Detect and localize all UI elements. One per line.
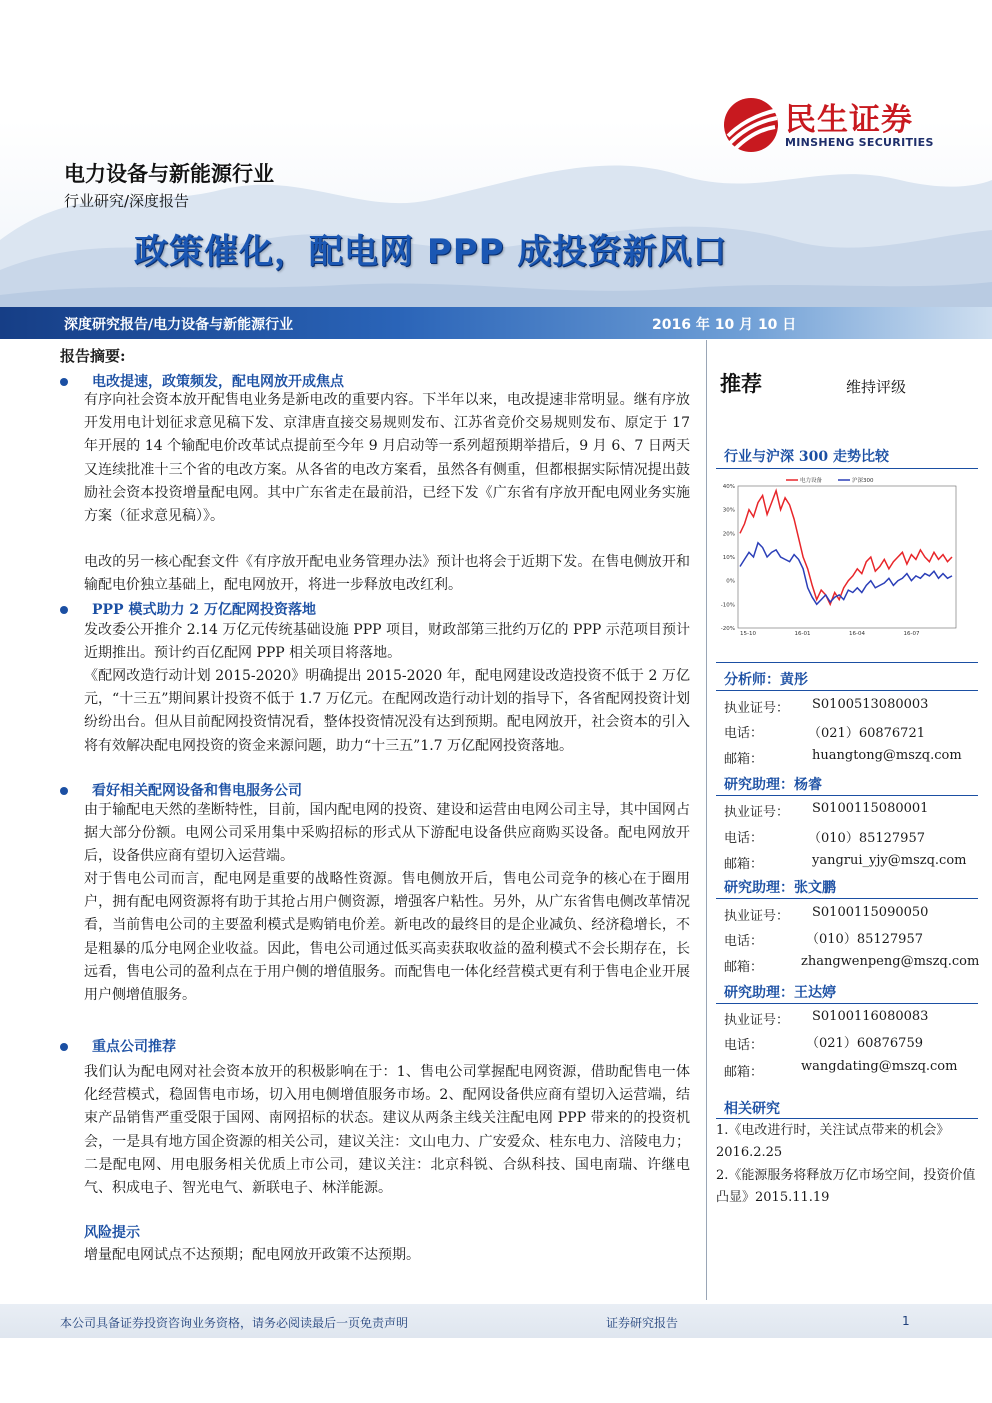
cert-label: 执业证号： <box>724 909 790 924</box>
cert-number: S0100115090050 <box>812 905 929 920</box>
logo-chinese-name: 民生证券 <box>785 102 913 138</box>
tel-label: 电话： <box>724 934 764 949</box>
section-rule <box>716 468 978 469</box>
analyst-name: 研究助理：杨睿 <box>724 777 822 793</box>
section-heading: 重点公司推荐 <box>60 1036 176 1056</box>
rating-label: 推荐 <box>720 372 762 396</box>
mail-label: 邮箱： <box>724 857 764 872</box>
email-link[interactable]: zhangwenpeng@mszq.com <box>801 954 980 969</box>
legend-label: 沪深300 <box>852 478 874 484</box>
mail-label: 邮箱： <box>724 1065 764 1080</box>
related-research-item[interactable]: 1.《电改进行时，关注试点带来的机会》2016.2.25 <box>716 1123 950 1160</box>
page-number: 1 <box>902 1314 910 1328</box>
series-line <box>740 491 952 605</box>
footer-doc-type: 证券研究报告 <box>606 1316 679 1330</box>
y-tick-label: 20% <box>722 531 735 538</box>
section-heading: 电改提速，政策频发，配电网放开成焦点 <box>60 371 344 391</box>
cert-label: 执业证号： <box>724 805 790 820</box>
tel-label: 电话： <box>724 831 764 846</box>
section-rule <box>716 795 978 796</box>
y-axis <box>721 484 735 632</box>
y-tick-label: -20% <box>720 626 735 632</box>
email-link[interactable]: wangdating@mszq.com <box>801 1059 958 1074</box>
tel-label: 电话： <box>724 726 764 741</box>
risk-heading: 风险提示 <box>84 1225 140 1241</box>
section-paragraph: 电改的另一核心配套文件《有序放开配电业务管理办法》预计也将会于近期下发。在售电侧放开和输配电价独立基础上，配电网放开，将进一步释放电改红利。 <box>84 554 690 594</box>
trend-chart <box>716 474 978 638</box>
tel-label: 电话： <box>724 1038 764 1053</box>
analyst-name: 研究助理：王达婷 <box>724 985 836 1001</box>
y-tick-label: 30% <box>722 507 735 514</box>
cert-number: S0100116080083 <box>812 1009 929 1024</box>
related-research-item[interactable]: 2.《能源服务将释放万亿市场空间，投资价值凸显》2015.11.19 <box>716 1168 976 1205</box>
y-tick-label: 40% <box>722 484 735 490</box>
chart-series <box>740 491 952 605</box>
x-tick-label: 15-10 <box>740 631 756 637</box>
column-divider <box>706 340 707 1300</box>
cert-number: S0100513080003 <box>812 697 929 712</box>
summary-heading: 报告摘要: <box>60 347 126 365</box>
bullet-icon <box>60 378 68 386</box>
related-research-heading: 相关研究 <box>724 1101 780 1117</box>
industry-name: 电力设备与新能源行业 <box>64 162 274 186</box>
chart-title: 行业与沪深 300 走势比较 <box>724 449 889 465</box>
mail-label: 邮箱： <box>724 752 764 767</box>
analyst-name: 研究助理：张文鹏 <box>724 880 836 896</box>
company-logo <box>722 92 962 158</box>
plot-frame <box>738 486 956 628</box>
analyst-name: 分析师：黄彤 <box>724 672 808 688</box>
section-rule <box>716 662 978 663</box>
logo-emblem-icon <box>722 96 780 154</box>
logo-english-name: MINSHENG SECURITIES <box>785 136 934 149</box>
section-heading: PPP 模式助力 2 万亿配网投资落地 <box>60 599 316 619</box>
section-rule <box>716 1118 978 1119</box>
section-paragraph: 我们认为配电网对社会资本放开的积极影响在于：1、售电公司掌握配电网资源，借助配售电一体化经营模式，稳固售电市场，切入用电侧增值服务市场。2、配网设备供应商有望切入运营端，结束产品销售严重受限于国网、南网招标的状态。建议从两条主线关注配电网 PPP 带来的的投资机会，一是具有地方国企资源的相关公司，建议关注：文山电力、广安爱众、桂东电力、涪陵电力；二是配电网、用电服务相关优质上市公司，建议关注：北京科锐、合纵科技、国电南瑞、许继电气、积成电子、智光电气、新联电子、林洋能源。 <box>84 1064 690 1197</box>
x-axis <box>740 631 920 637</box>
x-tick-label: 16-07 <box>903 631 920 637</box>
chart-grid <box>738 486 956 628</box>
footer-disclaimer: 本公司具备证券投资咨询业务资格，请务必阅读最后一页免责声明 <box>60 1316 409 1330</box>
legend-label: 电力设备 <box>800 478 823 484</box>
cert-label: 执业证号： <box>724 701 790 716</box>
mail-label: 邮箱： <box>724 960 764 975</box>
cert-number: S0100115080001 <box>812 801 929 816</box>
page-title: 政策催化，配电网 PPP 成投资新风口 <box>134 232 728 272</box>
y-tick-label: 10% <box>722 555 735 561</box>
cert-label: 执业证号： <box>724 1013 790 1028</box>
email-link[interactable]: yangrui_yjy@mszq.com <box>812 853 967 868</box>
tel-number: （010）85127957 <box>806 932 923 947</box>
report-date: 2016 年 10 月 10 日 <box>652 317 797 333</box>
section-paragraph: 对于售电公司而言，配电网是重要的战略性资源。售电侧放开后，售电公司竞争的核心在于圈用户，拥有配电网资源将有助于其抢占用户侧资源，增强客户粘性。另外，从广东省售电侧改革情况看，当前售电公司的主要盈利模式是购销电价差。新电改的最终目的是企业减负、经济稳增长，不是粗暴的瓜分电网企业收益。因此，售电公司通过低买高卖获取收益的盈利模式不会长期存在，长远看，售电公司的盈利点在于用户侧的增值服务。而配售电一体化经营模式更有利于售电企业开展用户侧增值服务。 <box>84 871 690 1004</box>
section-paragraph: 有序向社会资本放开配售电业务是新电改的重要内容。下半年以来，电改提速非常明显。继有序放开发用电计划征求意见稿下发、京津唐直接交易规则发布、江苏省竞价交易规则发布、原定于 17 年开展的 14 个输配电价改革试点提前至今年 9 月启动等一系列超预期举措后，9 月 6、7 日两天又连续批准十三个省的电改方案。从各省的电改方案看，虽然各有侧重，但都根据实际情况提出鼓励社会资本投资增量配电网。其中广东省走在最前沿，已经下发《广东省有序放开配电网业务实施方案（征求意见稿）》。 <box>84 392 690 525</box>
section-rule <box>716 898 978 899</box>
section-rule <box>716 690 978 691</box>
y-tick-label: -10% <box>720 602 735 609</box>
tel-number: （021）60876759 <box>806 1036 923 1051</box>
x-tick-label: 16-01 <box>794 631 811 637</box>
section-rule <box>716 1003 978 1004</box>
bullet-icon <box>60 1043 68 1051</box>
section-paragraph: 由于输配电天然的垄断特性，目前，国内配电网的投资、建设和运营由电网公司主导，其中国网占据大部分份额。电网公司采用集中采购招标的形式从下游配电设备供应商购买设备。配电网放开后，设备供应商有望切入运营端。 <box>84 802 690 865</box>
chart-legend <box>786 476 874 484</box>
report-type: 行业研究/深度报告 <box>64 192 190 210</box>
bullet-icon <box>60 787 68 795</box>
email-link[interactable]: huangtong@mszq.com <box>812 748 962 763</box>
risk-text: 增量配电网试点不达预期；配电网放开政策不达预期。 <box>84 1247 420 1263</box>
section-paragraph: 《配网改造行动计划 2015-2020》明确提出 2015-2020 年，配电网建设改造投资不低于 2 万亿元，“十三五”期间累计投资不低于 1.7 万亿元。在配网改造行动计划的指导下，各省配网投资计划纷纷出台。但从目前配网投资情况看，整体投资情况没有达到预期。配电网放开，社会资本的引入将有效解决配电网投资的资金来源问题，助力“十三五”1.7 万亿配网投资落地。 <box>84 668 690 754</box>
y-tick-label: 0% <box>726 578 735 585</box>
tel-number: （021）60876721 <box>808 726 925 741</box>
bullet-icon <box>60 606 68 614</box>
x-tick-label: 16-04 <box>849 631 865 637</box>
section-paragraph: 发改委公开推介 2.14 万亿元传统基础设施 PPP 项目，财政部第三批约万亿的 PPP 示范项目预计近期推出。预计约百亿配网 PPP 相关项目将落地。 <box>84 622 690 662</box>
tel-number: （010）85127957 <box>808 831 925 846</box>
band-category: 深度研究报告/电力设备与新能源行业 <box>64 317 294 333</box>
rating-note: 维持评级 <box>846 378 907 396</box>
section-heading: 看好相关配网设备和售电服务公司 <box>60 780 302 800</box>
